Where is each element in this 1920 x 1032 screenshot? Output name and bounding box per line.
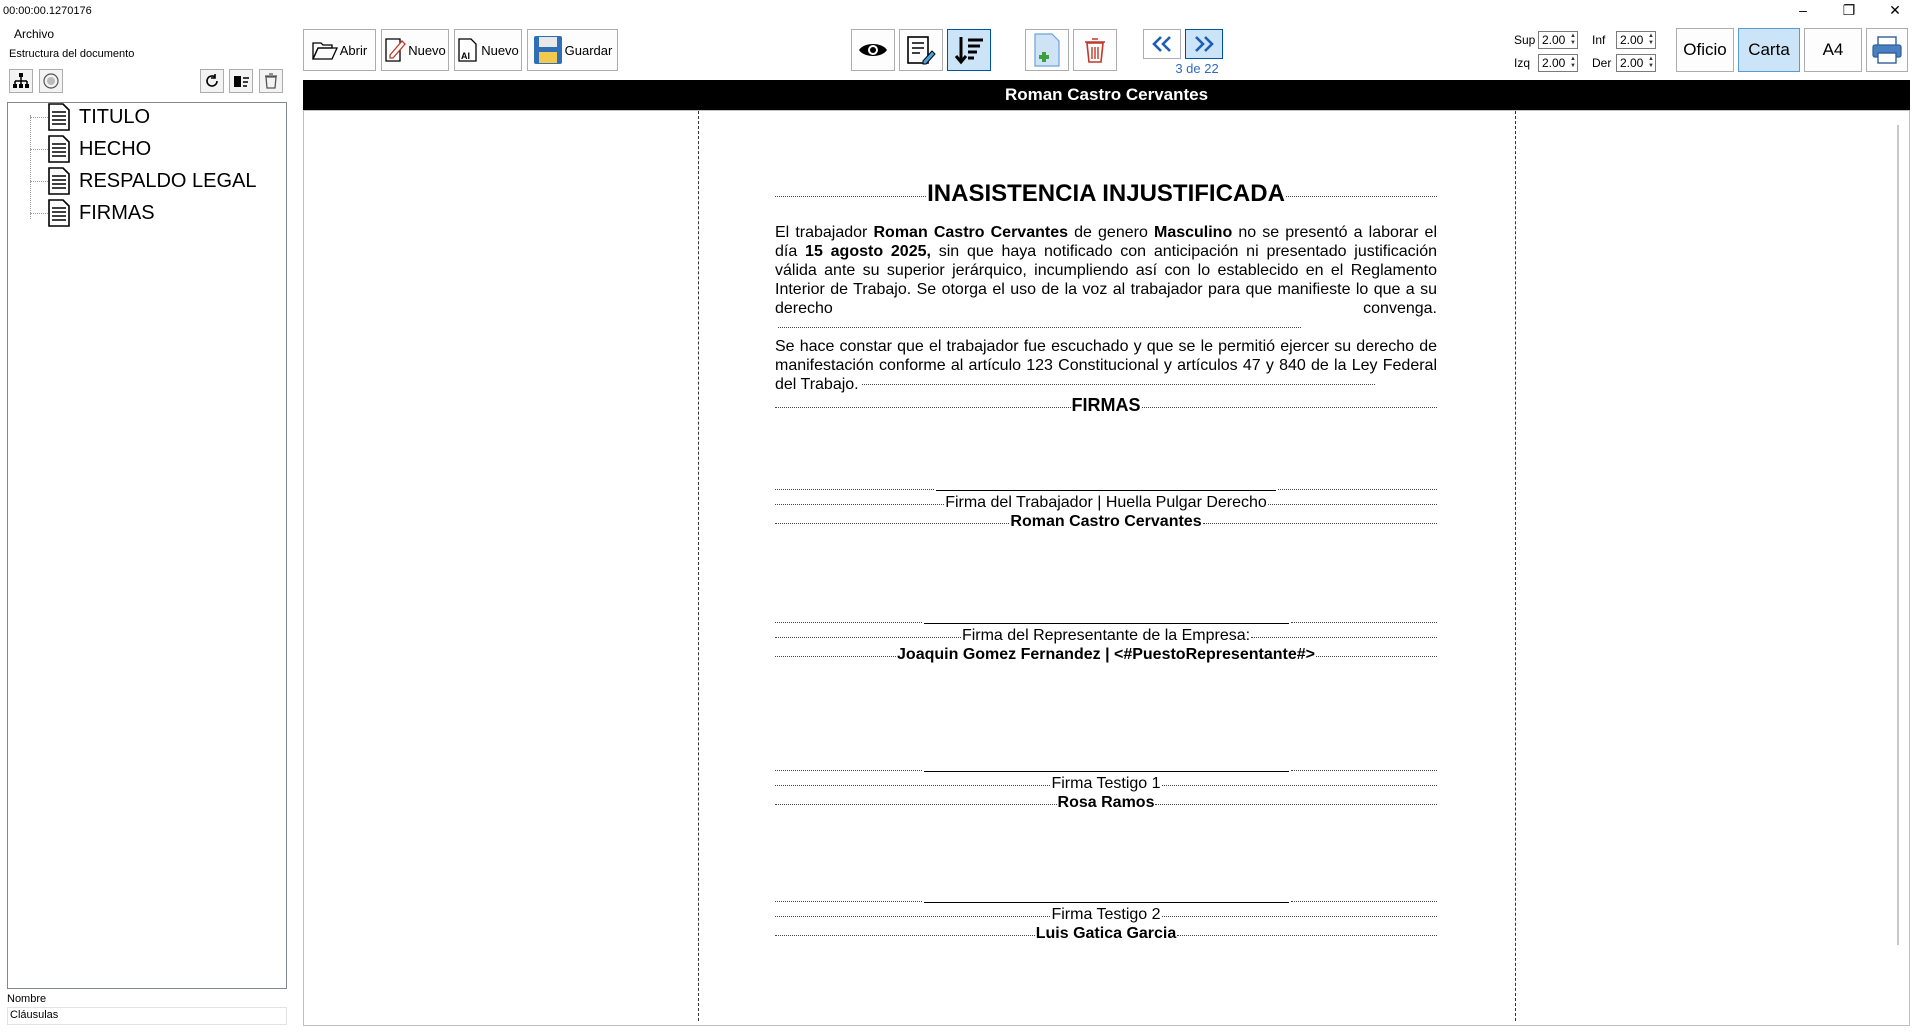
- signature-caption: [775, 493, 1437, 512]
- employee-gender: Masculino: [1153, 224, 1233, 241]
- new-ai-button[interactable]: [454, 29, 522, 71]
- dot-leader: [778, 327, 1301, 328]
- minimize-button[interactable]: –: [1799, 2, 1807, 18]
- preview-button[interactable]: [851, 29, 895, 71]
- ai-document-icon: [457, 37, 479, 63]
- edit-document-icon: [905, 34, 937, 66]
- trash-icon: [1083, 36, 1107, 64]
- sort-button[interactable]: [947, 29, 991, 71]
- new-label: Nuevo: [408, 42, 446, 58]
- refresh-icon: [203, 72, 221, 90]
- signature-name: [775, 793, 1437, 812]
- firmas-text: FIRMAS: [1071, 395, 1141, 415]
- signature-name: [775, 924, 1437, 943]
- sig4-caption: Firma Testigo 2: [1051, 906, 1161, 923]
- signature-caption: [775, 626, 1437, 645]
- margin-top-value: 2.00: [1542, 33, 1566, 47]
- new-document-icon: [384, 37, 406, 63]
- margin-top-spinner[interactable]: [1538, 31, 1578, 49]
- sig3-caption: Firma Testigo 1: [1051, 775, 1161, 792]
- tree-connector: [30, 117, 48, 118]
- spinner-arrows-icon[interactable]: ▲ ▼: [1648, 33, 1654, 46]
- margin-top-control: [1514, 31, 1578, 49]
- delete-page-button[interactable]: [1073, 29, 1117, 71]
- save-button[interactable]: [527, 29, 618, 71]
- title-text: INASISTENCIA INJUSTIFICADA: [927, 180, 1285, 207]
- new-button[interactable]: [381, 29, 449, 71]
- margin-right-value: 2.00: [1620, 56, 1644, 70]
- tree-item-label: RESPALDO LEGAL: [79, 169, 257, 192]
- margin-bottom-value: 2.00: [1620, 33, 1644, 47]
- margin-right-control: [1592, 54, 1656, 72]
- restore-button[interactable]: ❐: [1842, 2, 1856, 18]
- margin-left-label: Izq: [1514, 56, 1531, 70]
- tree-item-hecho[interactable]: [47, 133, 151, 165]
- window-title: 00:00:00.1270176: [3, 5, 92, 17]
- eye-icon: [858, 40, 888, 60]
- paper-a4-button[interactable]: A4: [1804, 28, 1862, 72]
- double-chevron-right-icon: [1193, 35, 1215, 53]
- document-icon: [47, 135, 71, 163]
- trash-button[interactable]: [259, 69, 283, 93]
- margin-left-value: 2.00: [1542, 56, 1566, 70]
- text-run: sin que haya notificado con anticipación ni presentado justificación válida ante su superior jerárquico, incumpliendo así con lo establecido en el Reglamento Interior de Trabajo. Se otorga el uso de la voz al trabajador para que manifieste lo que a su derecho convenga.: [775, 243, 1438, 317]
- text-run: Se hace constar que el trabajador fue escuchado y que se le permitió ejercer su derecho de manifestación conforme al artículo 123 Constitucional y artículos 47 y 840 de la Ley Federal del Trabajo.: [775, 338, 1437, 393]
- tree-item-titulo[interactable]: [47, 101, 150, 133]
- incident-date: 15 agosto 2025,: [805, 243, 931, 260]
- new-ai-label: Nuevo: [481, 42, 519, 58]
- margin-top-label: Sup: [1514, 33, 1536, 47]
- trash-icon: [262, 72, 280, 90]
- previous-page-button[interactable]: [1143, 29, 1181, 59]
- floppy-disk-icon: [533, 35, 563, 65]
- tree-item-respaldo-legal[interactable]: [47, 165, 256, 197]
- edit-document-button[interactable]: [899, 29, 943, 71]
- paragraph-hecho: [775, 223, 1437, 337]
- paper-oficio-button[interactable]: Oficio: [1676, 28, 1734, 72]
- document-page[interactable]: [775, 180, 1437, 943]
- delete-list-icon: [232, 72, 250, 90]
- folder-open-icon: [312, 39, 338, 61]
- clauses-field[interactable]: Cláusulas: [7, 1007, 287, 1025]
- firmas-heading: [775, 394, 1437, 416]
- document-header-bar: Roman Castro Cervantes: [303, 80, 1910, 110]
- sig1-caption: Firma del Trabajador | Huella Pulgar Derecho: [945, 494, 1267, 511]
- document-icon: [47, 199, 71, 227]
- structure-group-label: Estructura del documento: [9, 48, 135, 60]
- menu-file[interactable]: Archivo: [14, 27, 55, 41]
- open-label: Abrir: [339, 42, 368, 58]
- dot-leader: [1286, 196, 1437, 197]
- document-structure-tree[interactable]: [7, 102, 287, 989]
- tree-connector: [30, 149, 48, 150]
- dot-leader: [775, 196, 926, 197]
- dot-leader: [862, 384, 1375, 385]
- tree-item-label: FIRMAS: [79, 201, 155, 224]
- add-page-button[interactable]: [1025, 29, 1069, 71]
- structure-panel: [0, 45, 296, 1032]
- margin-left-spinner[interactable]: [1538, 54, 1578, 72]
- spinner-arrows-icon[interactable]: ▲ ▼: [1570, 33, 1576, 46]
- document-icon: [47, 103, 71, 131]
- svg-text:AI: AI: [461, 51, 471, 61]
- add-page-icon: [1033, 33, 1061, 67]
- text-run: El trabajador: [775, 224, 874, 241]
- dot-leader: [775, 407, 1071, 408]
- sig4-name: Luis Gatica Garcia: [1035, 925, 1177, 942]
- margin-left-control: [1514, 54, 1578, 72]
- signature-caption: [775, 774, 1437, 793]
- dot-leader: [1142, 407, 1438, 408]
- signature-line: [775, 755, 1437, 774]
- save-label: Guardar: [564, 42, 613, 58]
- tree-item-label: HECHO: [79, 137, 152, 160]
- refresh-button[interactable]: [200, 69, 224, 93]
- name-label: Nombre: [7, 993, 47, 1005]
- page-indicator: 3 de 22: [1175, 61, 1219, 76]
- margin-bottom-spinner[interactable]: [1616, 31, 1656, 49]
- signature-name: [775, 645, 1437, 664]
- sig2-name: Joaquin Gomez Fernandez | <#PuestoRepresentante#>: [897, 646, 1315, 663]
- left-margin-guide: [698, 111, 699, 1021]
- next-page-button[interactable]: [1185, 29, 1223, 59]
- margin-bottom-label: Inf: [1592, 33, 1606, 47]
- spinner-arrows-icon[interactable]: ▲ ▼: [1648, 56, 1654, 69]
- hierarchy-button[interactable]: [9, 69, 33, 93]
- right-margin-guide: [1515, 111, 1516, 1021]
- margin-right-spinner[interactable]: [1616, 54, 1656, 72]
- open-button[interactable]: [303, 29, 376, 71]
- paper-carta-button[interactable]: Carta: [1738, 28, 1800, 72]
- signature-line: [775, 474, 1437, 493]
- text-run: no se presentó a laborar el día: [775, 224, 1438, 260]
- tree-item-label: TITULO: [79, 105, 151, 128]
- document-icon: [47, 167, 71, 195]
- signature-line: [775, 607, 1437, 626]
- sig3-name: Rosa Ramos: [1057, 794, 1155, 811]
- clause-library-button[interactable]: [39, 69, 63, 93]
- sig1-name: Roman Castro Cervantes: [1010, 513, 1202, 530]
- spinner-arrows-icon[interactable]: ▲ ▼: [1570, 56, 1576, 69]
- title-bar: [0, 0, 1920, 22]
- document-title: [775, 180, 1437, 208]
- double-chevron-left-icon: [1151, 35, 1173, 53]
- delete-list-button[interactable]: [229, 69, 253, 93]
- text-run: de genero: [1068, 224, 1154, 241]
- margin-right-label: Der: [1592, 56, 1612, 70]
- signature-line: [775, 886, 1437, 905]
- tree-connector: [30, 213, 48, 214]
- sort-descending-icon: [953, 34, 985, 66]
- paragraph-respaldo: [775, 337, 1437, 394]
- tree-connector: [30, 181, 48, 182]
- margin-bottom-control: [1592, 31, 1656, 49]
- sig2-caption: Firma del Representante de la Empresa:: [961, 627, 1251, 644]
- tree-item-firmas[interactable]: [47, 197, 155, 229]
- vertical-scrollbar[interactable]: [1897, 125, 1899, 945]
- employee-name: Roman Castro Cervantes: [873, 224, 1069, 241]
- tree-connector: [30, 115, 31, 219]
- hierarchy-icon: [12, 72, 30, 90]
- close-button[interactable]: ✕: [1889, 2, 1901, 18]
- signature-caption: [775, 905, 1437, 924]
- seal-icon: [42, 72, 60, 90]
- print-button[interactable]: [1866, 28, 1908, 72]
- printer-icon: [1871, 35, 1903, 65]
- signature-name: [775, 512, 1437, 531]
